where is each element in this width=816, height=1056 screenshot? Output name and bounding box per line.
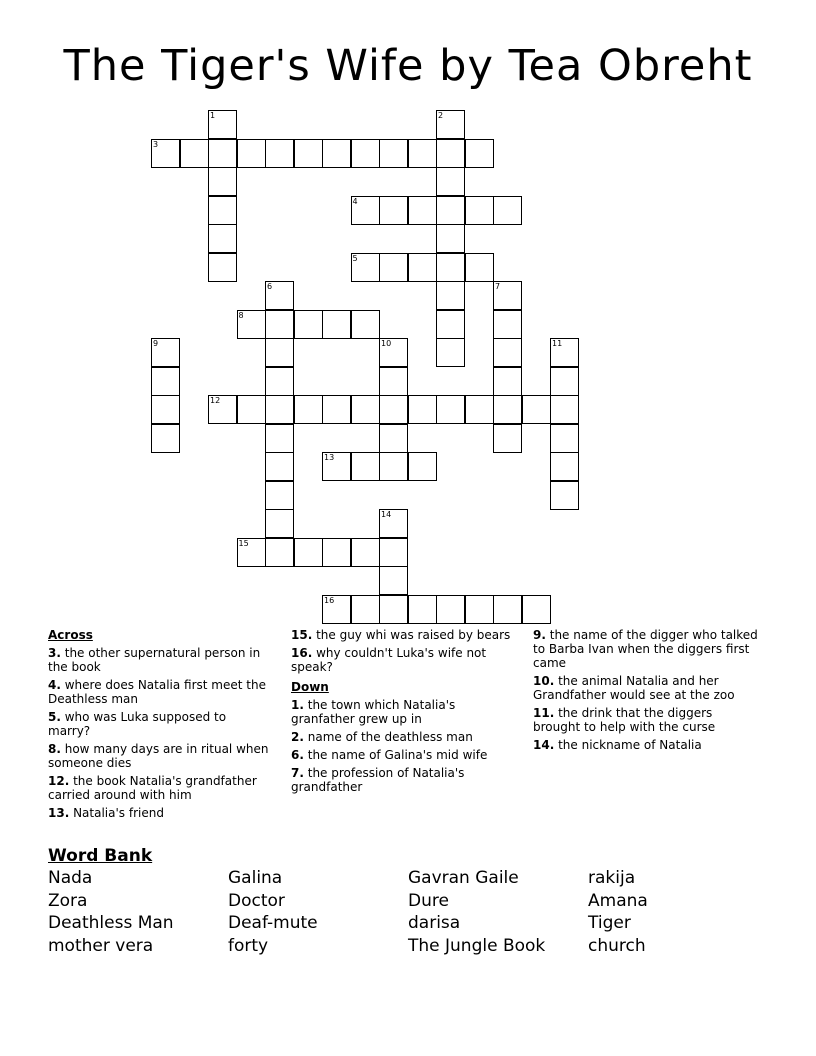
across-clue-list-continued: [291, 628, 513, 674]
clue-number: 11: [552, 339, 563, 348]
clue-label: 16.: [291, 646, 313, 660]
grid-cell[interactable]: [265, 395, 294, 424]
grid-cell[interactable]: [379, 424, 408, 453]
clue-label: 7.: [291, 766, 304, 780]
clue-label: 2.: [291, 730, 304, 744]
clue-number: 9: [153, 339, 159, 348]
grid-cell[interactable]: [465, 395, 494, 424]
grid-cell[interactable]: [379, 595, 408, 624]
grid-cell[interactable]: [379, 395, 408, 424]
grid-cell[interactable]: [408, 452, 437, 481]
word-bank-entry: Amana: [588, 890, 648, 911]
clue-number: 3: [153, 139, 159, 149]
grid-cell[interactable]: [493, 310, 522, 339]
grid-cell[interactable]: [522, 595, 551, 624]
word-bank-entry: Galina: [228, 868, 283, 888]
grid-cell[interactable]: [265, 481, 294, 510]
grid-cell[interactable]: [322, 538, 351, 567]
grid-cell[interactable]: [351, 310, 380, 339]
grid-cell[interactable]: [351, 139, 380, 168]
clues-column-3: [533, 628, 761, 756]
grid-cell[interactable]: [379, 139, 408, 168]
clue: [48, 710, 270, 738]
grid-cell[interactable]: [322, 395, 351, 424]
clue-number: 1: [210, 111, 216, 120]
grid-cell[interactable]: [351, 452, 380, 481]
clue-text: Natalia's friend: [69, 806, 164, 820]
grid-cell[interactable]: [208, 196, 237, 225]
across-clue-list: [48, 646, 270, 820]
clue: [48, 678, 270, 706]
clue-text: the name of the digger who talked to Barba Ivan when the diggers first came: [533, 628, 758, 670]
word-bank-entry: Doctor: [228, 890, 285, 911]
grid-cell[interactable]: [550, 338, 579, 367]
clue-number: 6: [267, 282, 273, 291]
word-bank-entry: Zora: [48, 890, 88, 911]
clue: [48, 742, 270, 770]
clue-text: how many days are in ritual when someone dies: [48, 742, 269, 770]
clue: [291, 628, 513, 642]
clue-text: the book Natalia's grandfather carried around with him: [48, 774, 257, 802]
grid-cell[interactable]: [436, 110, 465, 139]
word-bank-entry: Tiger: [588, 913, 631, 933]
grid-cell[interactable]: [208, 395, 237, 424]
grid-cell[interactable]: [436, 196, 465, 225]
grid-cell[interactable]: [265, 310, 294, 339]
clue: [48, 806, 270, 820]
grid-cell[interactable]: [465, 196, 494, 225]
grid-cell[interactable]: [265, 338, 294, 367]
grid-cell[interactable]: [351, 595, 380, 624]
grid-cell[interactable]: [294, 395, 323, 424]
grid-cell[interactable]: [294, 310, 323, 339]
grid-cell[interactable]: [379, 367, 408, 396]
clue-label: 13.: [48, 806, 70, 820]
grid-cell[interactable]: [379, 338, 408, 367]
grid-cell[interactable]: [265, 281, 294, 310]
grid-cell[interactable]: [151, 395, 180, 424]
clue-number: 10: [381, 339, 392, 348]
clue-text: the guy whi was raised by bears: [312, 628, 511, 642]
clue: [291, 698, 513, 726]
grid-cell[interactable]: [294, 538, 323, 567]
word-bank-entry: rakija: [588, 868, 636, 888]
clue-number: 4: [352, 196, 358, 206]
puzzle-title: The Tiger's Wife by Tea Obreht: [63, 41, 753, 91]
clue-text: the name of Galina's mid wife: [303, 748, 488, 762]
word-bank-entry: forty: [228, 935, 269, 956]
grid-cell[interactable]: [408, 253, 437, 282]
grid-cell[interactable]: [294, 139, 323, 168]
grid-cell[interactable]: [322, 595, 351, 624]
grid-cell[interactable]: [237, 310, 266, 339]
grid-cell[interactable]: [493, 196, 522, 225]
grid-cell[interactable]: [351, 538, 380, 567]
grid-cell[interactable]: [436, 281, 465, 310]
grid-cell[interactable]: [237, 538, 266, 567]
grid-cell[interactable]: [208, 224, 237, 253]
clues-column-2: [291, 628, 513, 798]
clue-number: 2: [438, 111, 444, 120]
grid-cell[interactable]: [379, 452, 408, 481]
grid-cell[interactable]: [379, 566, 408, 595]
grid-cell[interactable]: [493, 395, 522, 424]
clue: [291, 748, 513, 762]
clue-label: 1.: [291, 698, 304, 712]
word-bank-entry: mother vera: [48, 935, 154, 956]
clue-label: 15.: [291, 628, 313, 642]
clue-number: 12: [210, 396, 221, 405]
grid-cell[interactable]: [237, 139, 266, 168]
clue: [48, 774, 270, 802]
clue-label: 9.: [533, 628, 546, 642]
clue: [533, 628, 761, 670]
clue-label: 3.: [48, 646, 61, 660]
grid-cell[interactable]: [436, 338, 465, 367]
grid-cell[interactable]: [379, 538, 408, 567]
grid-cell[interactable]: [351, 395, 380, 424]
grid-cell[interactable]: [550, 452, 579, 481]
clue-text: name of the deathless man: [303, 730, 473, 744]
grid-cell[interactable]: [436, 139, 465, 168]
clue-label: 6.: [291, 748, 304, 762]
down-clue-list-continued: [533, 628, 761, 752]
clue-label: 14.: [533, 738, 555, 752]
grid-cell[interactable]: [379, 196, 408, 225]
grid-cell[interactable]: [151, 367, 180, 396]
grid-cell[interactable]: [351, 196, 380, 225]
clue-number: 15: [238, 538, 249, 548]
grid-cell[interactable]: [208, 110, 237, 139]
grid-cell[interactable]: [493, 424, 522, 453]
clue-label: 10.: [533, 674, 555, 688]
clue-label: 11.: [533, 706, 555, 720]
grid-cell[interactable]: [493, 595, 522, 624]
word-bank-entry: Nada: [48, 868, 93, 888]
grid-cell[interactable]: [151, 424, 180, 453]
grid-cell[interactable]: [436, 310, 465, 339]
grid-cell[interactable]: [322, 310, 351, 339]
grid-cell[interactable]: [436, 253, 465, 282]
grid-cell[interactable]: [322, 452, 351, 481]
grid-cell[interactable]: [465, 253, 494, 282]
down-heading: Down: [291, 680, 329, 694]
grid-cell[interactable]: [265, 367, 294, 396]
clue-number: 16: [324, 595, 335, 605]
down-clue-list: [291, 698, 513, 794]
grid-cell[interactable]: [208, 167, 237, 196]
clue-number: 14: [381, 510, 392, 519]
grid-cell[interactable]: [351, 253, 380, 282]
clue-label: 12.: [48, 774, 70, 788]
clue-text: why couldn't Luka's wife not speak?: [291, 646, 487, 674]
clue: [291, 646, 513, 674]
grid-cell[interactable]: [550, 367, 579, 396]
clue: [291, 730, 513, 744]
grid-cell[interactable]: [379, 253, 408, 282]
clue-number: 13: [324, 453, 335, 462]
grid-cell[interactable]: [493, 338, 522, 367]
grid-cell[interactable]: [322, 139, 351, 168]
clue-text: the drink that the diggers brought to help with the curse: [533, 706, 716, 734]
grid-cell[interactable]: [436, 167, 465, 196]
clue-label: 4.: [48, 678, 61, 692]
clue-text: where does Natalia first meet the Deathless man: [48, 678, 266, 706]
grid-cell[interactable]: [265, 139, 294, 168]
word-bank-entry: Gavran Gaile: [408, 868, 519, 888]
grid-cell[interactable]: [408, 139, 437, 168]
grid-cell[interactable]: [550, 395, 579, 424]
grid-cell[interactable]: [408, 595, 437, 624]
grid-cell[interactable]: [465, 595, 494, 624]
grid-cell[interactable]: [379, 509, 408, 538]
clue-text: the nickname of Natalia: [554, 738, 702, 752]
clue-text: the animal Natalia and her Grandfather would see at the zoo: [533, 674, 735, 702]
grid-cell[interactable]: [265, 538, 294, 567]
word-bank-title: Word Bank: [48, 846, 153, 866]
clue: [291, 766, 513, 794]
grid-cell[interactable]: [180, 139, 209, 168]
clues-column-1: [48, 628, 270, 824]
grid-cell[interactable]: [265, 509, 294, 538]
grid-cell[interactable]: [237, 395, 266, 424]
across-heading: Across: [48, 628, 93, 642]
clue-text: the other supernatural person in the book: [48, 646, 261, 674]
grid-cell[interactable]: [408, 395, 437, 424]
clue-number: 5: [352, 253, 358, 263]
clue-text: who was Luka supposed to marry?: [48, 710, 227, 738]
word-bank-entry: church: [588, 935, 646, 956]
grid-cell[interactable]: [436, 224, 465, 253]
grid-cell[interactable]: [151, 338, 180, 367]
grid-cell[interactable]: [265, 424, 294, 453]
grid-cell[interactable]: [151, 139, 180, 168]
grid-cell[interactable]: [208, 139, 237, 168]
clue-text: the profession of Natalia's grandfather: [291, 766, 465, 794]
grid-cell[interactable]: [522, 395, 551, 424]
clue: [533, 706, 761, 734]
clue-label: 5.: [48, 710, 61, 724]
word-bank-entry: Deathless Man: [48, 913, 174, 933]
grid-cell[interactable]: [208, 253, 237, 282]
grid-cell[interactable]: [550, 424, 579, 453]
clue: [533, 674, 761, 702]
word-bank-entry: Deaf-mute: [228, 913, 318, 933]
clue-text: the town which Natalia's granfather grew up in: [291, 698, 456, 726]
clue: [533, 738, 761, 752]
word-bank-entry: The Jungle Book: [408, 935, 546, 956]
grid-cell[interactable]: [465, 139, 494, 168]
grid-cell[interactable]: [550, 481, 579, 510]
grid-cell[interactable]: [408, 196, 437, 225]
grid-cell[interactable]: [265, 452, 294, 481]
clue-label: 8.: [48, 742, 61, 756]
word-bank-entry: darisa: [408, 913, 461, 933]
grid-cell[interactable]: [493, 367, 522, 396]
clue: [48, 646, 270, 674]
grid-cell[interactable]: [436, 595, 465, 624]
grid-cell[interactable]: [493, 281, 522, 310]
clue-number: 7: [495, 282, 501, 291]
clue-number: 8: [238, 310, 244, 320]
grid-cell[interactable]: [436, 395, 465, 424]
word-bank-entry: Dure: [408, 890, 449, 911]
